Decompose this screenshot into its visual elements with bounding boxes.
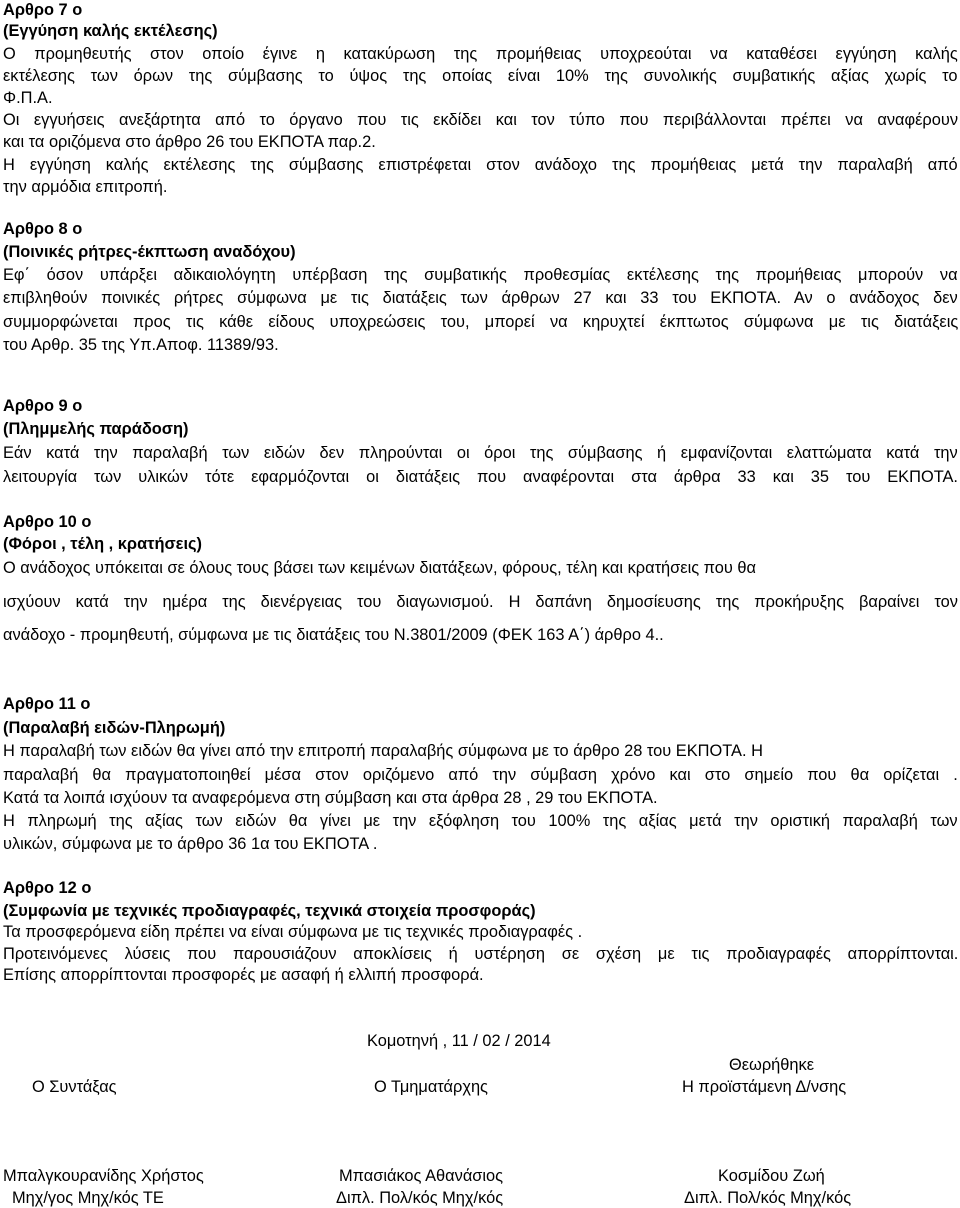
article-8-subheading: (Ποινικές ρήτρες-έκπτωση αναδόχου) (3, 243, 296, 261)
article-7-line: Η εγγύηση καλής εκτέλεσης της σύμβασης επιστρέφεται στον ανάδοχο της προμήθειας μετά την παραλαβή από (3, 156, 958, 174)
signatory-name: Μπασιάκος Αθανάσιος (339, 1167, 504, 1185)
article-11-subheading: (Παραλαβή ειδών-Πληρωμή) (3, 719, 226, 737)
signatory-title: Διπλ. Πολ/κός Μηχ/κός (336, 1189, 504, 1207)
article-12-subheading: (Συμφωνία με τεχνικές προδιαγραφές, τεχνικά στοιχεία προσφοράς) (3, 902, 536, 920)
article-7-line: Φ.Π.Α. (3, 89, 53, 107)
signatory-title: Μηχ/γος Μηχ/κός ΤΕ (12, 1189, 164, 1207)
article-8-line: Εφ΄ όσον υπάρξει αδικαιολόγητη υπέρβαση της συμβατικής προθεσμίας εκτέλεσης της προμήθειας μπορούν να (3, 266, 958, 284)
article-7-line: εκτέλεσης των όρων της σύμβασης το ύψος της οποίας είναι 10% της συνολικής συμβατικής αξίας χωρίς το (3, 67, 958, 85)
article-11-line: Η παραλαβή των ειδών θα γίνει από την επιτροπή παραλαβής σύμφωνα με το άρθρο 28 του ΕΚΠΟΤΑ. Η (3, 742, 763, 760)
signatory-name: Μπαλγκουρανίδης Χρήστος (3, 1167, 204, 1185)
article-7-line: Ο προμηθευτής στον οποίο έγινε η κατακύρωση της προμήθειας υποχρεούται να καταθέσει εγγύηση καλής (3, 45, 958, 63)
article-8-line: συμμορφώνεται προς τις κάθε είδους υποχρεώσεις του, μπορεί να κηρυχτεί έκπτωτος σύμφωνα με τις διατάξεις (3, 313, 959, 331)
article-7-subheading: (Εγγύηση καλής εκτέλεσης) (3, 22, 218, 40)
article-11-line: παραλαβή θα πραγματοποιηθεί μέσα στον οριζόμενο από την σύμβαση χρόνο και στο σημείο που θα ορίζεται . (3, 766, 958, 784)
article-11-line: Η πληρωμή της αξίας των ειδών θα γίνει με την εξόφληση του 100% της αξίας μετά την οριστική παραλαβή των (3, 812, 958, 830)
article-11-line: υλικών, σύμφωνα με το άρθρο 36 1α του ΕΚΠΟΤΑ . (3, 835, 378, 853)
article-10-heading: Αρθρο 10 ο (3, 513, 92, 531)
article-10-line: ισχύουν κατά την ημέρα της διενέργειας του διαγωνισμού. Η δαπάνη δημοσίευσης της προκήρυξης βαραίνει τον (3, 593, 958, 611)
place-date: Κομοτηνή , 11 / 02 / 2014 (367, 1032, 551, 1050)
article-10-line: Ο ανάδοχος υπόκειται σε όλους τους βάσει των κειμένων διατάξεων, φόρους, τέλη και κρατήσεις που θα (3, 559, 756, 577)
article-10-line: ανάδοχο - προμηθευτή, σύμφωνα με τις διατάξεις του Ν.3801/2009 (ΦΕΚ 163 Α΄) άρθρο 4.. (3, 626, 664, 644)
article-7-line: την αρμόδια επιτροπή. (3, 178, 168, 196)
article-11-line: Κατά τα λοιπά ισχύουν τα αναφερόμενα στη σύμβαση και στα άρθρα 28 , 29 του ΕΚΠΟΤΑ. (3, 789, 658, 807)
article-8-line: επιβληθούν ποινικές ρήτρες σύμφωνα με τις διατάξεις των άρθρων 27 και 33 του ΕΚΠΟΤΑ. Αν ο ανάδοχος δεν (3, 289, 958, 307)
approval-note: Θεωρήθηκε (729, 1056, 815, 1074)
signatory-title: Διπλ. Πολ/κός Μηχ/κός (684, 1189, 852, 1207)
article-12-line: Τα προσφερόμενα είδη πρέπει να είναι σύμφωνα με τις τεχνικές προδιαγραφές . (3, 923, 583, 941)
signatory-name: Κοσμίδου Ζωή (718, 1167, 825, 1185)
article-9-line: λειτουργία των υλικών τότε εφαρμόζονται οι διατάξεις που αναφέρονται στα άρθρα 33 και 35 του ΕΚΠΟΤΑ. (3, 468, 958, 486)
article-7-line: και τα οριζόμενα στο άρθρο 26 του ΕΚΠΟΤΑ παρ.2. (3, 133, 376, 151)
article-9-line: Εάν κατά την παραλαβή των ειδών δεν πληρούνται οι όροι της σύμβασης ή εμφανίζονται ελαττώματα κατά την (3, 444, 958, 462)
article-8-heading: Αρθρο 8 ο (3, 220, 83, 238)
article-11-heading: Αρθρο 11 ο (3, 695, 91, 713)
signatory-role: Η προϊστάμενη Δ/νσης (682, 1078, 847, 1096)
signatory-role: Ο Συντάξας (32, 1078, 117, 1096)
article-12-heading: Αρθρο 12 ο (3, 879, 92, 897)
article-9-subheading: (Πλημμελής παράδοση) (3, 420, 189, 438)
article-10-subheading: (Φόροι , τέλη , κρατήσεις) (3, 535, 203, 553)
article-7-heading: Αρθρο 7 ο (3, 1, 83, 19)
article-12-line: Προτεινόμενες λύσεις που παρουσιάζουν αποκλίσεις ή υστέρηση σε σχέση με τις προδιαγραφές απορρίπτονται. (3, 945, 959, 963)
article-12-line: Επίσης απορρίπτονται προσφορές με ασαφή ή ελλιπή προσφορά. (3, 966, 484, 984)
signatory-role: Ο Τμηματάρχης (374, 1078, 488, 1096)
article-9-heading: Αρθρο 9 ο (3, 397, 83, 415)
article-8-line: του Αρθρ. 35 της Υπ.Αποφ. 11389/93. (3, 336, 279, 354)
article-7-line: Οι εγγυήσεις ανεξάρτητα από το όργανο που τις εκδίδει και τον τύπο που περιβάλλονται πρέπει να αναφέρουν (3, 111, 959, 129)
